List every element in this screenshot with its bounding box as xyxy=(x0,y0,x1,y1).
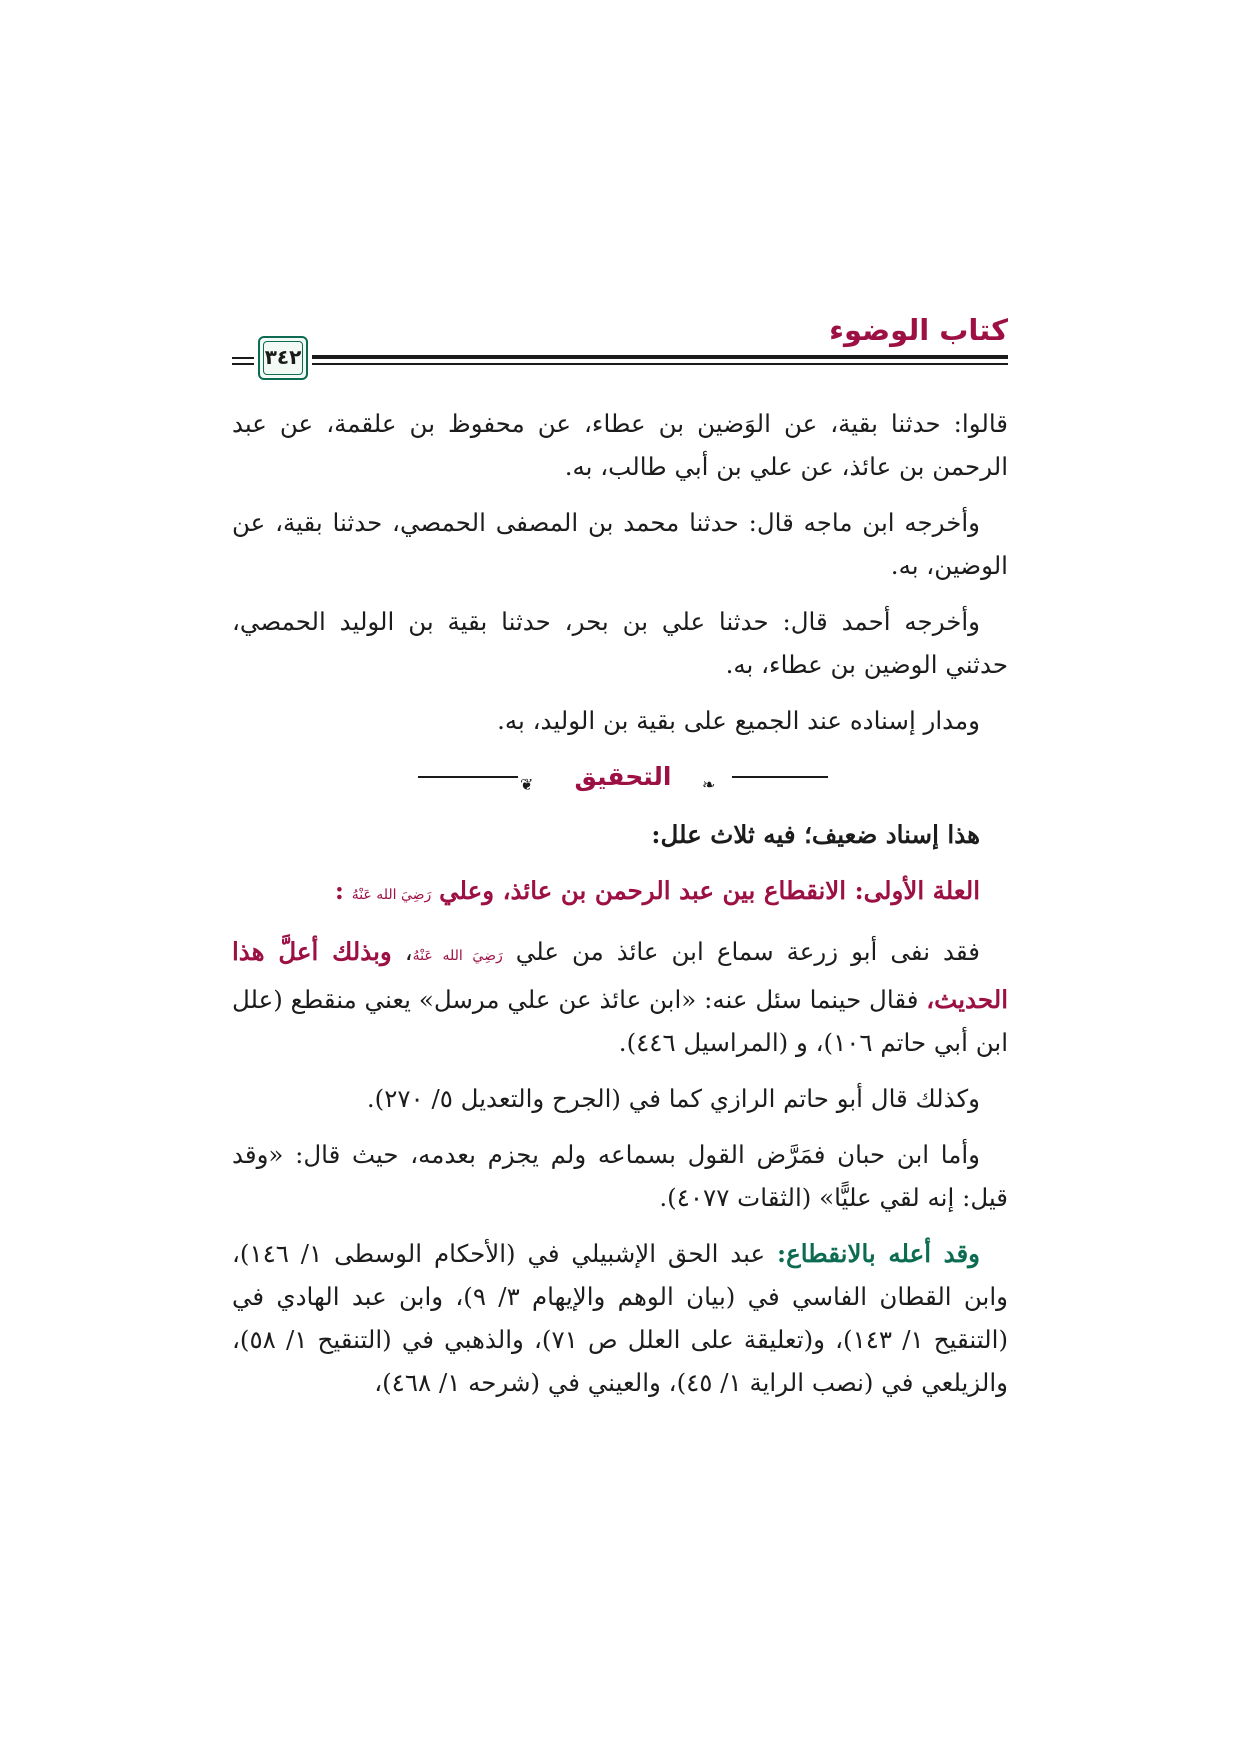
ornament-right-icon: ❧ xyxy=(702,775,716,794)
illah-1-colon: : xyxy=(334,876,344,905)
paragraph-5-separator: ، xyxy=(404,937,413,966)
paragraph-8-label: وقد أعله بالانقطاع: xyxy=(777,1239,980,1268)
honorific-2: رَضِيَ الله عَنْهُ xyxy=(412,948,503,964)
analysis-heading: هذا إسناد ضعيف؛ فيه ثلاث علل: xyxy=(651,820,980,849)
section-title: التحقيق xyxy=(574,762,672,791)
page-number-frame xyxy=(258,336,308,380)
paragraph-8 xyxy=(232,1232,1008,1404)
paragraph-6: وكذلك قال أبو حاتم الرازي كما في (الجرح والتعديل ٥/ ٢٧٠). xyxy=(366,1084,980,1113)
section-divider xyxy=(232,755,1008,799)
divider-line-right xyxy=(732,776,828,778)
paragraph-8-text: عبد الحق الإشبيلي في (الأحكام الوسطى ١/ ١٤٦)، وابن القطان الفاسي في (بيان الوهم والإيهام ٣/ ٩)، وابن عبد الهادي في (التنقيح ١/ ١٤٣)، و(تعليقة على العلل ص ٧١)، والذهبي في (التنقيح ١/ ٥٨)، والزيلعي في (نصب الراية ١/ ٤٥)، والعيني في (شرحه ١/ ٤٦٨)، xyxy=(232,1239,1009,1397)
page-number: ٣٤٢ xyxy=(264,345,302,369)
divider-line-left xyxy=(418,776,518,778)
header-rule-thin xyxy=(312,363,1008,365)
header-rule-thick xyxy=(312,355,1008,359)
illah-1-heading: العلة الأولى: الانقطاع بين عبد الرحمن بن عائذ، وعلي xyxy=(439,876,980,905)
book-title: كتاب الوضوء xyxy=(829,313,1008,347)
paragraph-4: ومدار إسناده عند الجميع على بقية بن الوليد، به. xyxy=(497,706,980,735)
header-rule-short-top xyxy=(232,357,254,359)
header-rule-short-bottom xyxy=(232,363,254,365)
paragraph-5-part-1: فقد نفى أبو زرعة سماع ابن عائذ من علي xyxy=(515,937,980,966)
paragraph-5-part-2: فقال حينما سئل عنه: «ابن عائذ عن علي مرسل» يعني منقطع (علل ابن أبي حاتم ١٠٦)، و (المراسيل ٤٤٦). xyxy=(232,985,1008,1057)
paragraph-3: وأخرجه أحمد قال: حدثنا علي بن بحر، حدثنا بقية بن الوليد الحمصي، حدثني الوضين بن عطاء، به. xyxy=(232,607,1008,679)
ornament-left-icon: ❦ xyxy=(520,775,534,794)
paragraph-5-emphasis: وبذلك أعلَّ هذا الحديث، xyxy=(232,937,1008,1014)
page-body xyxy=(232,402,1008,1417)
paragraph-1: قالوا: حدثنا بقية، عن الوَضين بن عطاء، عن محفوظ بن علقمة، عن عبد الرحمن بن عائذ، عن علي بن أبي طالب، به. xyxy=(232,409,1008,481)
illah-1-heading-line xyxy=(232,869,1008,917)
paragraph-5 xyxy=(232,930,1008,1064)
paragraph-7: وأما ابن حبان فمَرَّض القول بسماعه ولم يجزم بعدمه، حيث قال: «وقد قيل: إنه لقي عليًّا» (الثقات ٤٠٧٧). xyxy=(232,1140,1008,1212)
page-header xyxy=(232,310,1008,382)
paragraph-2: وأخرجه ابن ماجه قال: حدثنا محمد بن المصفى الحمصي، حدثنا بقية، عن الوضين، به. xyxy=(232,508,1008,580)
honorific-1: رَضِيَ الله عَنْهُ xyxy=(351,887,432,903)
